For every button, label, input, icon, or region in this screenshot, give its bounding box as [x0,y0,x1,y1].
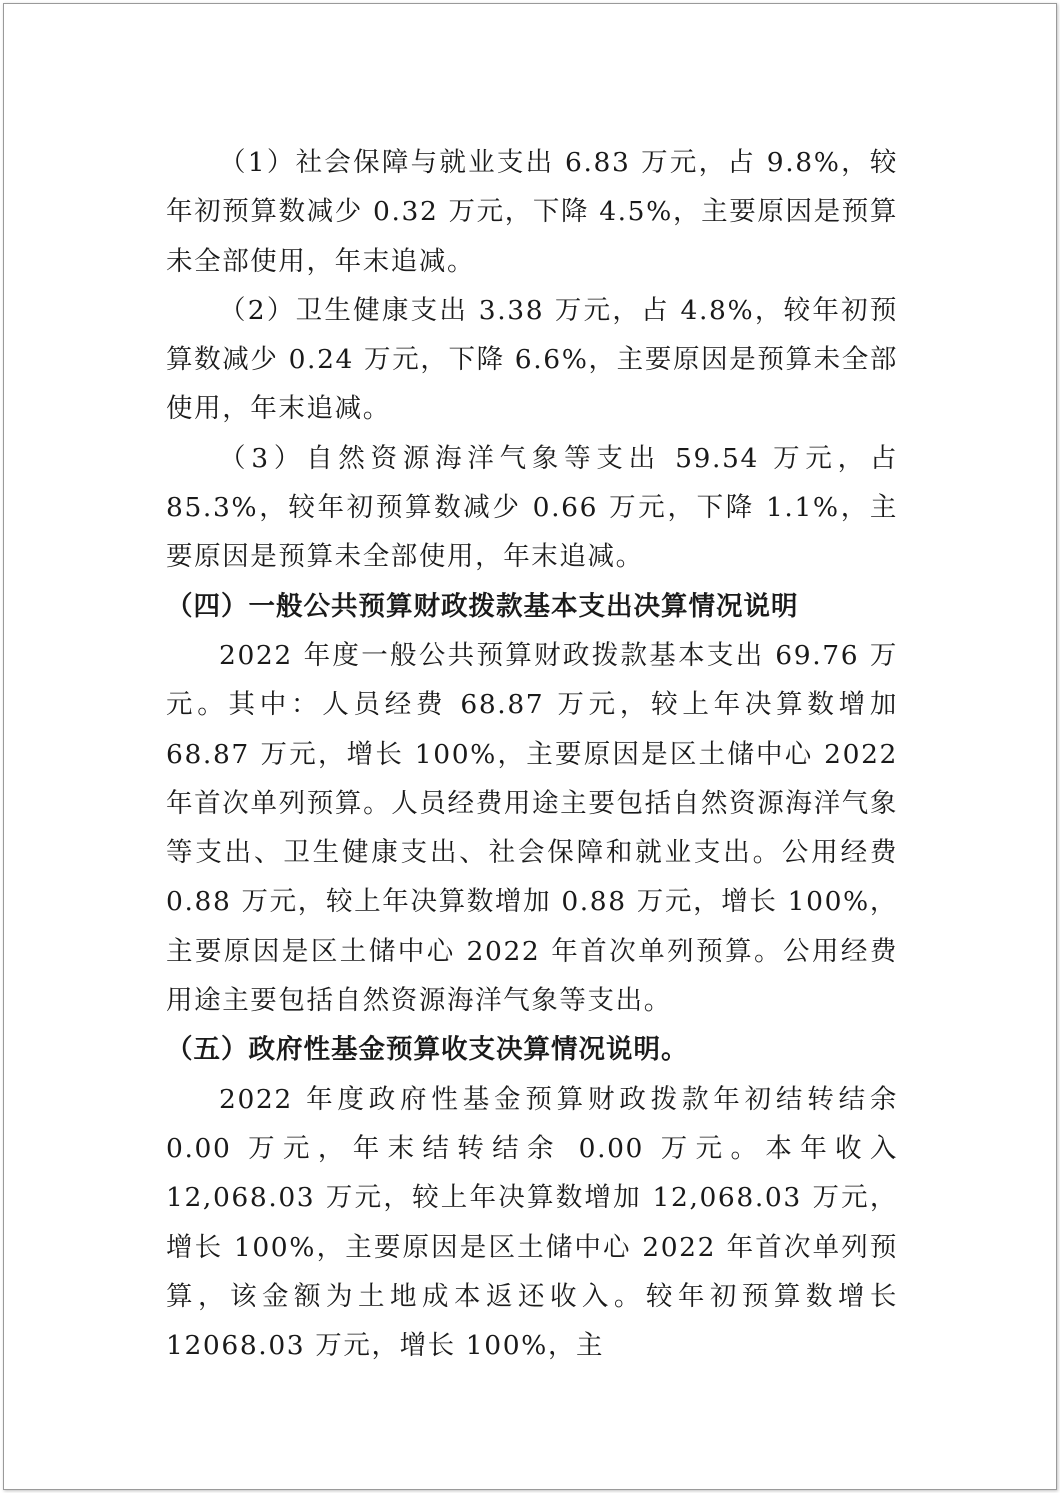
paragraph-government-fund: 2022 年度政府性基金预算财政拨款年初结转结余 0.00 万元，年末结转结余 0.00 万元。本年收入 12,068.03 万元，较上年决算数增加 12,068.03 万元，增长 100%，主要原因是区土储中心 2022 年首次单列预算，该金额为土地成本返还收入。较年初预算数增长 12068.03 万元，增长 100%，主 [166,1083,898,1362]
paragraph-basic-expenditure: 2022 年度一般公共预算财政拨款基本支出 69.76 万元。其中：人员经费 68.87 万元，较上年决算数增加 68.87 万元，增长 100%，主要原因是区土储中心 2022 年首次单列预算。人员经费用途主要包括自然资源海洋气象等支出、卫生健康支出、社会保障和就业支出。公用经费 0.88 万元，较上年决算数增加 0.88 万元，增长 100%，主要原因是区土储中心 2022 年首次单列预算。公用经费用途主要包括自然资源海洋气象等支出。 [166,639,898,1017]
document-body [166,138,898,1370]
section-heading-5: （五）政府性基金预算收支决算情况说明。 [166,1034,689,1066]
paragraph-health: （2）卫生健康支出 3.38 万元，占 4.8%，较年初预算数减少 0.24 万元，下降 6.6%，主要原因是预算未全部使用，年末追减。 [166,294,898,425]
paragraph-social-security: （1）社会保障与就业支出 6.83 万元，占 9.8%，较年初预算数减少 0.32 万元，下降 4.5%，主要原因是预算未全部使用，年末追减。 [166,147,898,277]
section-heading-4: （四）一般公共预算财政拨款基本支出决算情况说明 [166,590,799,622]
paragraph-natural-resources: （3）自然资源海洋气象等支出 59.54 万元，占 85.3%，较年初预算数减少 0.66 万元，下降 1.1%，主要原因是预算未全部使用，年末追减。 [166,442,898,573]
